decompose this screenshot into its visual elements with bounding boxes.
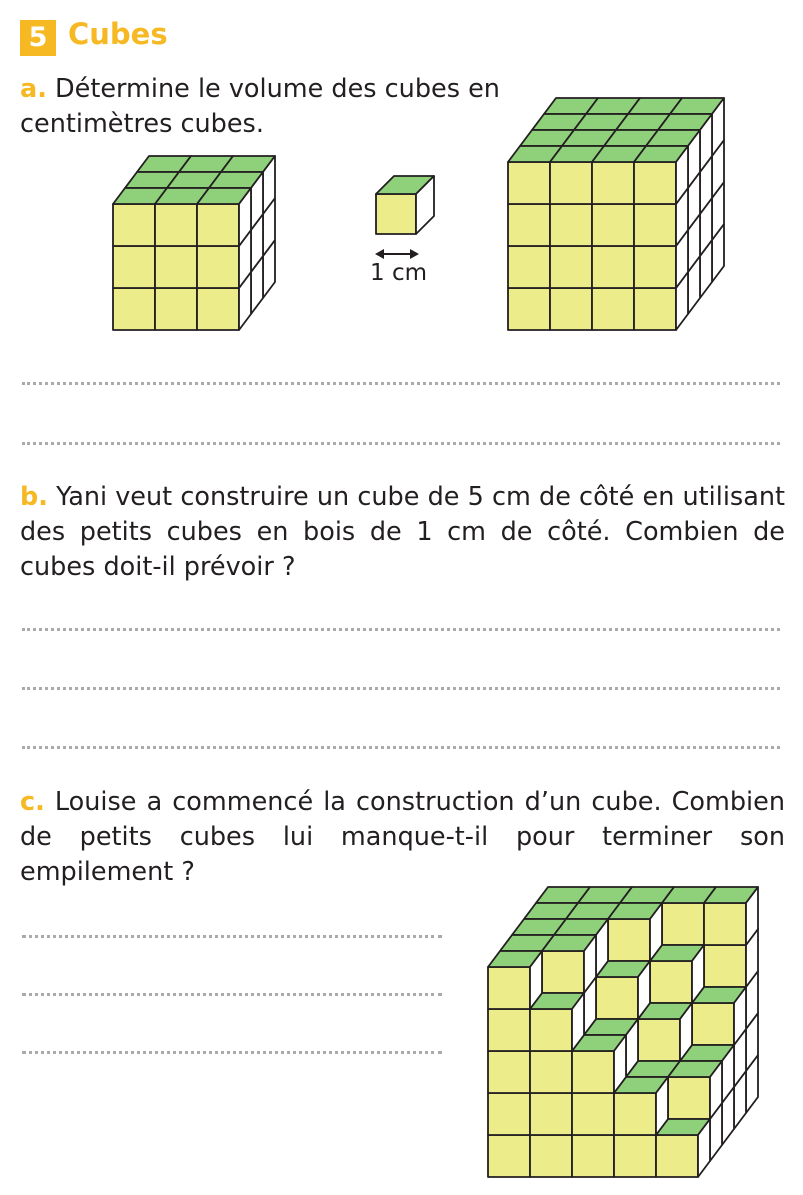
cube-front-face bbox=[572, 1051, 614, 1093]
cube-front-face bbox=[634, 246, 676, 288]
answer-line-c-2[interactable] bbox=[22, 993, 442, 996]
cube-front-face bbox=[113, 204, 155, 246]
cube-front-face bbox=[530, 1051, 572, 1093]
part-c-letter: c. bbox=[20, 787, 45, 817]
answer-line-b-2[interactable] bbox=[22, 687, 780, 690]
cube-front-face bbox=[592, 288, 634, 330]
cube-front-face bbox=[592, 204, 634, 246]
part-a-question bbox=[20, 72, 540, 142]
cube-4-figure bbox=[495, 85, 755, 340]
answer-line-a-2[interactable] bbox=[22, 442, 780, 445]
cube-front-face bbox=[550, 204, 592, 246]
cube-front-face bbox=[508, 204, 550, 246]
cube-front-face bbox=[488, 967, 530, 1009]
cube-front-face bbox=[634, 204, 676, 246]
cube-front-face bbox=[197, 204, 239, 246]
cube-front-face bbox=[634, 162, 676, 204]
answer-line-b-1[interactable] bbox=[22, 628, 780, 631]
cube-front-face bbox=[704, 903, 746, 945]
cube-front-face bbox=[488, 1009, 530, 1051]
cube-front-face bbox=[530, 1009, 572, 1051]
part-b-question bbox=[20, 480, 785, 585]
part-a-text: Détermine le volume des cubes en centimètres cubes. bbox=[20, 74, 500, 139]
answer-line-c-3[interactable] bbox=[22, 1051, 442, 1054]
cube-front-face bbox=[488, 1093, 530, 1135]
cube-front-face bbox=[508, 288, 550, 330]
cube-front-face bbox=[197, 246, 239, 288]
cube-front-face bbox=[692, 1003, 734, 1045]
cube-front-face bbox=[662, 903, 704, 945]
cube-front-face bbox=[650, 961, 692, 1003]
cube-front-face bbox=[614, 1135, 656, 1177]
cube-front-face bbox=[638, 1019, 680, 1061]
cube-front-face bbox=[542, 951, 584, 993]
cube-front-face bbox=[508, 162, 550, 204]
exercise-number-badge: 5 bbox=[20, 20, 56, 56]
answer-line-c-1[interactable] bbox=[22, 935, 442, 938]
unit-cube-figure bbox=[370, 170, 440, 240]
cube-front-face bbox=[668, 1077, 710, 1119]
cube-front-face bbox=[596, 977, 638, 1019]
cube-front-face bbox=[550, 246, 592, 288]
cube-front-face bbox=[155, 246, 197, 288]
part-b-text: Yani veut construire un cube de 5 cm de côté en utilisant des petits cubes en bois de 1 cm de côté. Combien de cubes doit-il prévoir ? bbox=[20, 482, 786, 582]
cube-front-face bbox=[656, 1135, 698, 1177]
part-c-text: Louise a commencé la construction d’un cube. Combien de petits cubes lui manque-t-il pour terminer son empilement ? bbox=[20, 787, 785, 887]
cube-front-face bbox=[592, 246, 634, 288]
cube-front-face bbox=[155, 288, 197, 330]
cube-front-face bbox=[704, 945, 746, 987]
cube-front-face bbox=[376, 194, 416, 234]
cube-front-face bbox=[550, 162, 592, 204]
cube-front-face bbox=[508, 246, 550, 288]
cube-front-face bbox=[113, 288, 155, 330]
cube-front-face bbox=[550, 288, 592, 330]
cube-front-face bbox=[614, 1093, 656, 1135]
part-b-letter: b. bbox=[20, 482, 48, 512]
exercise-title: Cubes bbox=[68, 17, 168, 51]
answer-line-b-3[interactable] bbox=[22, 746, 780, 749]
cube-front-face bbox=[197, 288, 239, 330]
cube-front-face bbox=[634, 288, 676, 330]
part-a-letter: a. bbox=[20, 74, 47, 104]
cube-front-face bbox=[572, 1135, 614, 1177]
cube-front-face bbox=[572, 1093, 614, 1135]
answer-line-a-1[interactable] bbox=[22, 382, 780, 385]
cube-front-face bbox=[592, 162, 634, 204]
cube-front-face bbox=[488, 1051, 530, 1093]
cube-front-face bbox=[113, 246, 155, 288]
cube-front-face bbox=[488, 1135, 530, 1177]
cube-front-face bbox=[530, 1135, 572, 1177]
cube-front-face bbox=[155, 204, 197, 246]
partial-cube-figure bbox=[478, 875, 788, 1185]
cube-3-figure bbox=[100, 145, 300, 340]
cube-front-face bbox=[530, 1093, 572, 1135]
unit-cube-measure: 1 cm bbox=[370, 260, 427, 286]
cube-front-face bbox=[608, 919, 650, 961]
